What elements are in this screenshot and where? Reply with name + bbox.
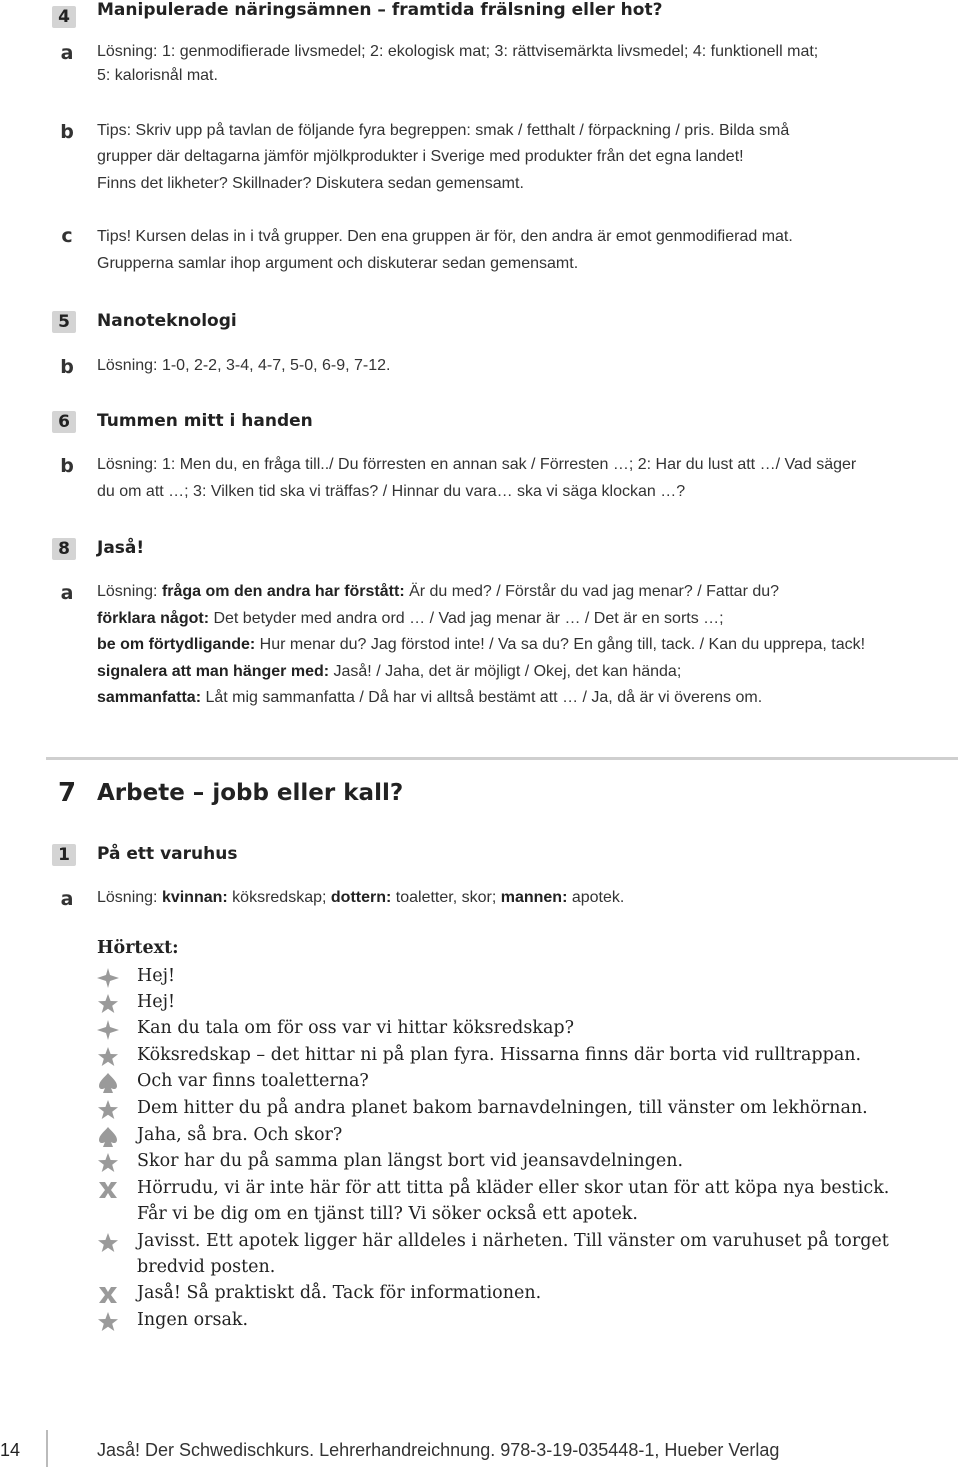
exercise-number-badge: 6	[52, 411, 76, 433]
dialogue-line: Ingen orsak.	[137, 1310, 249, 1330]
exercise-title: Nanoteknologi	[97, 311, 237, 331]
tip-line: grupper där deltagarna jämför mjölkprodukter i Sverige med produkter från det egna landet!	[97, 148, 744, 165]
task-letter: a	[60, 42, 74, 64]
task-letter: b	[60, 356, 74, 378]
dialogue-line: Jaha, så bra. Och skor?	[137, 1125, 343, 1145]
dialogue-line: Jaså! Så praktiskt då. Tack för informationen.	[137, 1283, 542, 1303]
star-icon	[97, 1233, 119, 1253]
cross-icon	[97, 968, 119, 988]
task-letter: b	[60, 455, 74, 477]
x-icon	[97, 1180, 119, 1200]
star-icon	[97, 1100, 119, 1120]
footer-text: Jaså! Der Schwedischkurs. Lehrerhandreichnung. 978-3-19-035448-1, Hueber Verlag	[97, 1440, 780, 1460]
listening-text-heading: Hörtext:	[97, 938, 179, 958]
star-icon	[97, 994, 119, 1014]
chapter-divider	[46, 757, 958, 760]
solution-line: du om att …; 3: Vilken tid ska vi träffas? / Hinnar du vara… ska vi säga klockan …?	[97, 483, 686, 500]
spade-icon	[97, 1073, 119, 1093]
cross-icon	[97, 1020, 119, 1040]
solution-line: sammanfatta: Låt mig sammanfatta / Då har vi alltså bestämt att … / Ja, då är vi överens om.	[97, 689, 763, 706]
dialogue-line: Och var finns toaletterna?	[137, 1071, 369, 1091]
exercise-number-badge: 1	[52, 844, 76, 866]
exercise-number-badge: 8	[52, 538, 76, 560]
task-letter: b	[60, 121, 74, 143]
task-letter: a	[60, 888, 74, 910]
dialogue-line: Javisst. Ett apotek ligger här alldeles i närheten. Till vänster om varuhuset på torget	[137, 1231, 889, 1251]
dialogue-line: Skor har du på samma plan längst bort vid jeansavdelningen.	[137, 1151, 684, 1171]
solution-line: Lösning: 1: genmodifierade livsmedel; 2: ekologisk mat; 3: rättvisemärkta livsmedel; 4: funktionell mat;	[97, 43, 819, 60]
dialogue-line: Hörrudu, vi är inte här för att titta på kläder eller skor utan för att köpa nya bestick.	[137, 1178, 890, 1198]
solution-line: Lösning: 1: Men du, en fråga till../ Du förresten en annan sak / Förresten …; 2: Har du lust att …/ Vad säger	[97, 456, 857, 473]
chapter-number: 7	[58, 778, 77, 808]
solution-line: Lösning: kvinnan: köksredskap; dottern: toaletter, skor; mannen: apotek.	[97, 889, 625, 906]
exercise-title: På ett varuhus	[97, 844, 238, 864]
solution-line: Lösning: fråga om den andra har förstått: Är du med? / Förstår du vad jag menar? / Fattar du?	[97, 583, 780, 600]
tip-line: Tips! Kursen delas in i två grupper. Den ena gruppen är för, den andra är emot genmodifierad mat.	[97, 228, 793, 245]
star-icon	[97, 1047, 119, 1067]
dialogue-line: Dem hitter du på andra planet bakom barnavdelningen, till vänster om lekhörnan.	[137, 1098, 868, 1118]
tip-line: Finns det likheter? Skillnader? Diskutera sedan gemensamt.	[97, 175, 524, 192]
dialogue-line: Hej!	[137, 966, 176, 986]
dialogue-line: Köksredskap – det hittar ni på plan fyra. Hissarna finns där borta vid rulltrappan.	[137, 1045, 862, 1065]
tip-line: Tips: Skriv upp på tavlan de följande fyra begreppen: smak / fetthalt / förpackning / pris. Bilda små	[97, 122, 790, 139]
exercise-number-badge: 4	[52, 6, 76, 28]
solution-line: förklara något: Det betyder med andra ord … / Vad jag menar är … / Det är en sorts …;	[97, 610, 724, 627]
dialogue-line: Kan du tala om för oss var vi hittar köksredskap?	[137, 1018, 574, 1038]
footer-divider	[46, 1430, 48, 1467]
task-letter: a	[60, 582, 74, 604]
dialogue-line: bredvid posten.	[137, 1257, 276, 1277]
exercise-number-badge: 5	[52, 311, 76, 333]
solution-line: Lösning: 1-0, 2-2, 3-4, 4-7, 5-0, 6-9, 7-12.	[97, 357, 391, 374]
star-icon	[97, 1312, 119, 1332]
star-icon	[97, 1153, 119, 1173]
solution-line: be om förtydligande: Hur menar du? Jag förstod inte! / Va sa du? En gång till, tack. / Kan du upprepa, tack!	[97, 636, 866, 653]
task-letter: c	[61, 225, 73, 247]
dialogue-line: Hej!	[137, 992, 176, 1012]
exercise-title: Tummen mitt i handen	[97, 411, 313, 431]
tip-line: Grupperna samlar ihop argument och diskuterar sedan gemensamt.	[97, 255, 579, 272]
solution-line: 5: kalorisnål mat.	[97, 67, 218, 84]
exercise-title: Manipulerade näringsämnen – framtida frälsning eller hot?	[97, 0, 663, 20]
chapter-title: Arbete – jobb eller kall?	[97, 780, 404, 806]
page-number: 14	[0, 1440, 21, 1460]
solution-line: signalera att man hänger med: Jaså! / Jaha, det är möjligt / Okej, det kan hända;	[97, 663, 682, 680]
exercise-title: Jaså!	[97, 538, 145, 558]
dialogue-line: Får vi be dig om en tjänst till? Vi söker också ett apotek.	[137, 1204, 638, 1224]
x-icon	[97, 1285, 119, 1305]
spade-icon	[97, 1127, 119, 1147]
